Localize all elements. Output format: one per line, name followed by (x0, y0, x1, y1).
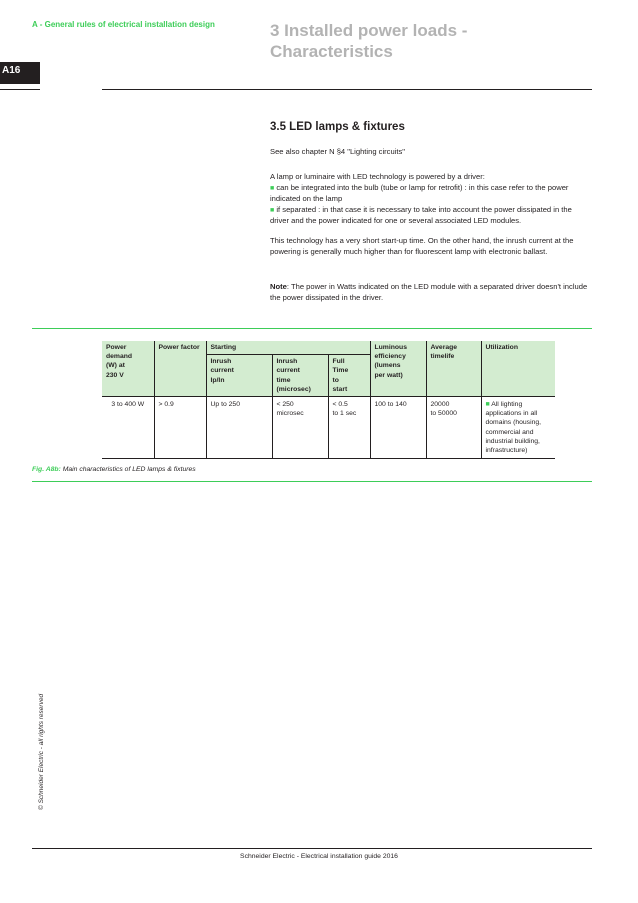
header-power-factor: Power factor (154, 341, 206, 397)
bullet-square-icon: ■ (270, 206, 275, 214)
header-inrush-time: Inrush current time (microsec) (272, 355, 328, 397)
header-luminous-efficiency: Luminous efficiency (lumens per watt) (370, 341, 426, 397)
section-title (270, 20, 467, 62)
header-rule (102, 89, 592, 90)
figure-caption (32, 466, 196, 473)
section-title-line-1: 3 Installed power loads - (270, 21, 468, 40)
figure-caption-text: Main characteristics of LED lamps & fixtures (60, 466, 196, 473)
header-inrush-current: Inrush current Ip/In (206, 355, 272, 397)
note-label: Note (270, 282, 287, 291)
paragraph-intro: A lamp or luminaire with LED technology is powered by a driver: (270, 172, 485, 181)
note-text: : The power in Watts indicated on the LED module with a separated driver doesn't include the power dissipated in the driver. (270, 282, 588, 302)
figure-label: Fig. A8b: (32, 466, 61, 473)
header-full-time: Full Time to start (328, 355, 370, 397)
cell-utilization (481, 397, 555, 459)
page-number: A16 (2, 65, 21, 76)
copyright-notice: © Schneider Electric - all rights reserved (38, 693, 45, 810)
bullet-square-icon: ■ (485, 401, 490, 409)
cell-average-timelife: 20000 to 50000 (426, 397, 481, 459)
cell-inrush-time: < 250 microsec (272, 397, 328, 459)
bullet-text: if separated : in that case it is necessary to take into account the power dissipated in the driver and the power indicated for one or several associated LED modules. (270, 204, 572, 226)
utilization-text: All lighting applications in all domains (housing, commercial and industrial building, infrastructure) (485, 401, 542, 455)
paragraph-startup: This technology has a very short start-up time. On the other hand, the inrush current at the powering is generally much higher than for fluorescent lamp with electronic ballast. (270, 236, 574, 256)
header-starting: Starting (206, 341, 370, 355)
footer-guide-title: Schneider Electric - Electrical installation guide 2016 (240, 853, 398, 860)
page-tab-rule (0, 89, 40, 90)
header-utilization: Utilization (481, 341, 555, 397)
cell-luminous-efficiency: 100 to 140 (370, 397, 426, 459)
subsection-title: 3.5 LED lamps & fixtures (270, 121, 405, 133)
bullet-integrated (270, 183, 592, 205)
header-power-demand: Power demand (W) at 230 V (102, 341, 154, 397)
led-characteristics-table (102, 341, 555, 459)
bullet-square-icon: ■ (270, 184, 275, 192)
cell-power-demand: 3 to 400 W (102, 397, 154, 459)
header-average-timelife: Average timelife (426, 341, 481, 397)
table-row (102, 397, 555, 459)
bullet-separated (270, 205, 592, 227)
bullet-text: can be integrated into the bulb (tube or lamp for retrofit) : in this case refer to the power indicated on the lamp (270, 182, 569, 204)
chapter-reference: A - General rules of electrical installation design (32, 20, 215, 29)
see-also-text: See also chapter N §4 "Lighting circuits" (270, 147, 405, 156)
cell-power-factor: > 0.9 (154, 397, 206, 459)
table-top-rule (32, 328, 592, 329)
caption-bottom-rule (32, 481, 592, 482)
note-paragraph (270, 282, 592, 303)
cell-full-time: < 0.5 to 1 sec (328, 397, 370, 459)
footer-rule (32, 848, 592, 849)
section-title-line-2: Characteristics (270, 42, 393, 61)
paragraph-driver (270, 172, 592, 227)
cell-inrush-current: Up to 250 (206, 397, 272, 459)
